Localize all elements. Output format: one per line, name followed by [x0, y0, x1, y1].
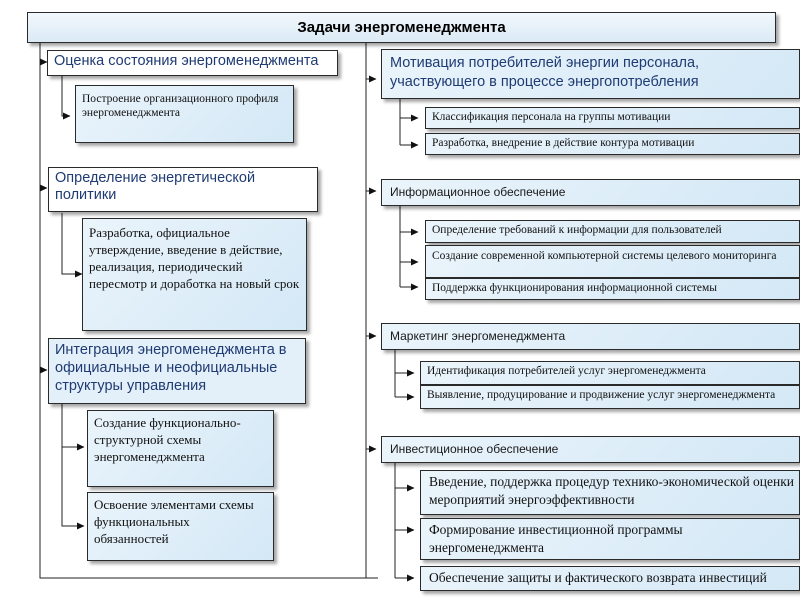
info-item-label: Поддержка функционирования информационной системы	[432, 282, 718, 294]
page-title: Задачи энергоменеджмента	[27, 12, 776, 43]
motivation-label: Мотивация потребителей энергии персонала, участвующего в процессе энергопотребления	[390, 55, 700, 90]
motivation-item-1	[425, 107, 800, 129]
investment-item-label: Формирование инвестиционной программы энергоменеджмента	[429, 522, 683, 555]
functional-scheme-label: Создание функционально-структурной схемы энергоменеджмента	[94, 415, 241, 464]
info-item-3	[425, 278, 800, 300]
integration-label: Интеграция энергоменеджмента в официальные и неофициальные структуры управления	[55, 342, 287, 394]
info-label: Информационное обеспечение	[390, 185, 566, 199]
marketing-item-label: Идентификация потребителей услуг энергоменеджмента	[427, 365, 706, 377]
marketing-box	[381, 323, 800, 350]
assessment-label: Оценка состояния энергоменеджмента	[54, 53, 319, 69]
integration-box	[48, 338, 306, 404]
investment-item-1	[420, 470, 800, 515]
marketing-item-1	[420, 361, 800, 385]
marketing-item-2	[420, 385, 800, 409]
info-box	[381, 179, 800, 206]
motivation-item-2	[425, 133, 800, 155]
investment-item-label: Введение, поддержка процедур технико-экономической оценки мероприятий энергоэффективности	[429, 474, 795, 507]
profile-box	[75, 85, 294, 143]
marketing-label: Маркетинг энергоменеджмента	[390, 329, 566, 343]
investment-label: Инвестиционное обеспечение	[390, 442, 559, 456]
investment-item-label: Обеспечение защиты и фактического возврата инвестиций	[429, 570, 767, 585]
motivation-item-label: Классификация персонала на группы мотивации	[432, 111, 671, 123]
duties-box	[87, 492, 274, 561]
investment-box	[381, 436, 800, 463]
policy-development-label: Разработка, официальное утверждение, введение в действие, реализация, периодический пересмотр и доработка на новый срок	[89, 225, 300, 291]
marketing-item-label: Выявление, продуцирование и продвижение услуг энергоменеджмента	[427, 389, 776, 401]
policy-development-box	[82, 218, 307, 331]
info-item-label: Создание современной компьютерной системы целевого мониторинга	[432, 250, 777, 262]
investment-item-3	[420, 566, 800, 591]
policy-label: Определение энергетической политики	[55, 170, 256, 203]
policy-box	[48, 167, 318, 212]
info-item-2	[425, 245, 800, 278]
info-item-label: Определение требований к информации для пользователей	[432, 224, 722, 236]
assessment-box	[47, 50, 338, 76]
duties-label: Освоение элементами схемы функциональных обязанностей	[94, 497, 254, 546]
motivation-box	[381, 49, 800, 99]
profile-label: Построение организационного профиля энергоменеджмента	[82, 93, 279, 119]
functional-scheme-box	[87, 410, 274, 487]
info-item-1	[425, 220, 800, 243]
motivation-item-label: Разработка, внедрение в действие контура мотивации	[432, 137, 695, 149]
investment-item-2	[420, 518, 800, 560]
